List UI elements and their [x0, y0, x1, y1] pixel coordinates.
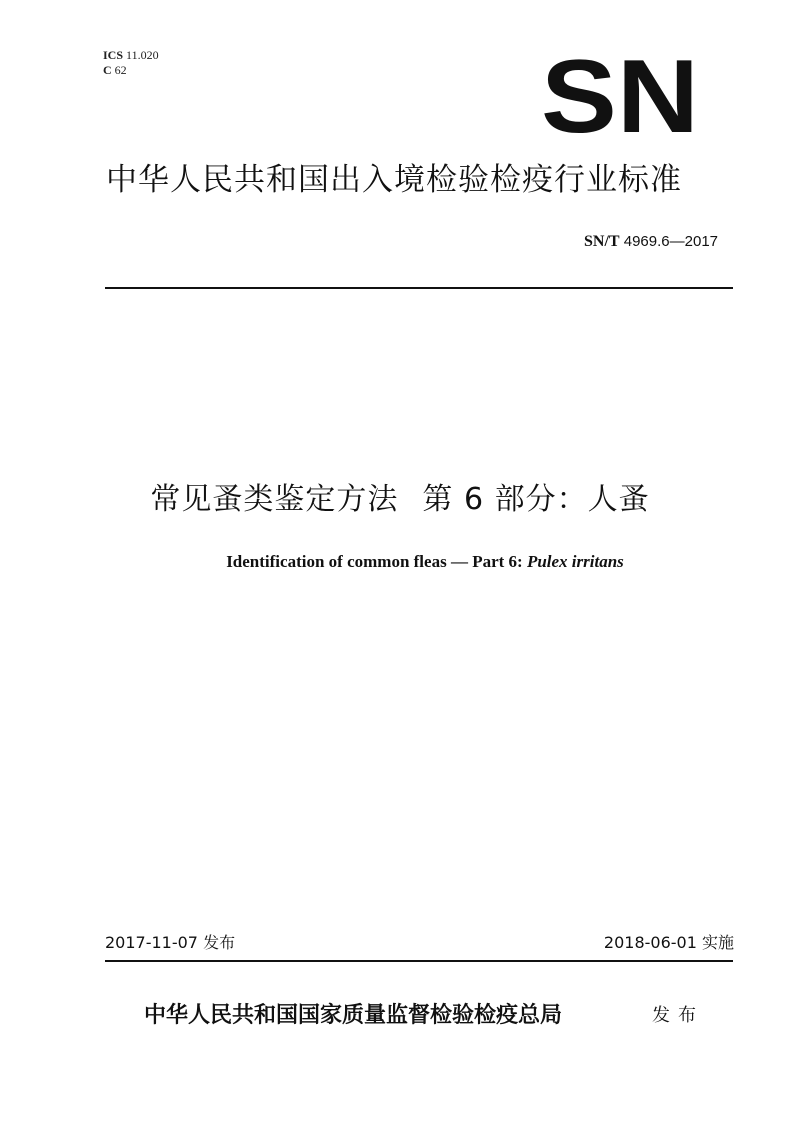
implementation-date: 2018-06-01 实施 [603, 933, 734, 952]
english-title [0, 551, 800, 573]
sn-logo [540, 58, 700, 136]
issue-date: 2017-11-07 发布 [105, 933, 236, 952]
issuer-name: 中华人民共和国国家质量监督检验检疫总局 [144, 1002, 563, 1028]
top-divider [105, 287, 733, 289]
issuer-action: 发布 [652, 1005, 704, 1026]
classification-codes [103, 48, 159, 78]
ics-line [103, 48, 159, 63]
ics-label: ICS [103, 48, 124, 62]
standard-code: 4969.6—2017 [623, 233, 718, 250]
standard-prefix: SN/T [584, 233, 620, 250]
chinese-title [0, 480, 800, 520]
english-title-species: Pulex irritans [526, 552, 624, 571]
ics-code: 11.020 [126, 48, 159, 62]
chinese-title-part: 第 6 部分：人蚤 [422, 482, 650, 517]
ccs-label: C [103, 63, 112, 77]
standard-number [584, 232, 718, 252]
ccs-line [103, 63, 159, 78]
industry-title-text: 中华人民共和国出入境检验检疫行业标准 [106, 162, 682, 198]
bottom-divider [105, 960, 733, 962]
industry-title [0, 160, 800, 200]
ccs-code: 62 [114, 63, 127, 77]
sn-logo-text: SN [541, 58, 699, 136]
english-title-main: Identification of common fleas — Part 6: [226, 552, 527, 571]
chinese-title-main: 常见蚤类鉴定方法 [150, 482, 399, 517]
